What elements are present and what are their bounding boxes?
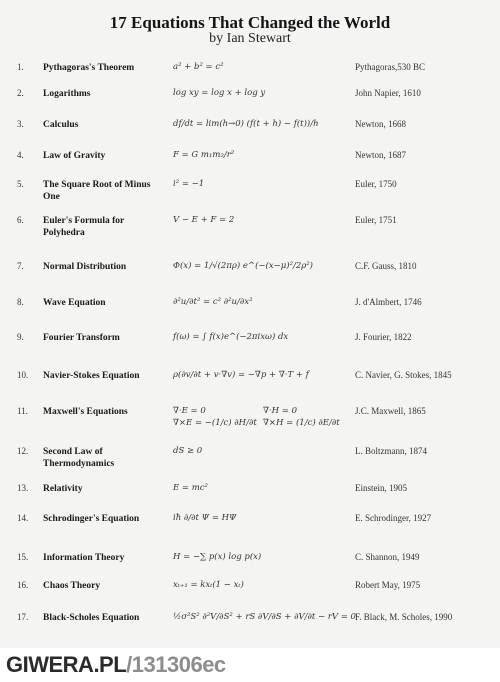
equation-attribution: Euler, 1750 bbox=[355, 179, 397, 189]
equation-formula: f(ω) = ∫ f(x)e^(−2πixω) dx bbox=[173, 332, 289, 342]
equation-name: Information Theory bbox=[43, 553, 125, 563]
equation-name: Fourier Transform bbox=[43, 333, 120, 343]
row-number: 2. bbox=[17, 88, 24, 98]
equation-formula: F = G m₁m₂/r² bbox=[173, 150, 235, 160]
equation-formula: log xy = log x + log y bbox=[173, 88, 266, 98]
row-number: 15. bbox=[17, 552, 29, 562]
row-number: 6. bbox=[17, 215, 24, 225]
equation-name: Wave Equation bbox=[43, 298, 106, 308]
equation-attribution: C. Shannon, 1949 bbox=[355, 552, 420, 562]
equation-formula: ∇·E = 0 bbox=[173, 406, 206, 416]
equation-formula: iħ ∂/∂t Ψ = HΨ bbox=[173, 513, 237, 523]
equation-attribution: Euler, 1751 bbox=[355, 215, 397, 225]
equation-formula: H = −∑ p(x) log p(x) bbox=[173, 552, 262, 562]
equation-name: Black-Scholes Equation bbox=[43, 613, 140, 623]
equation-name: Calculus bbox=[43, 120, 79, 130]
watermark-id: /131306ec bbox=[126, 652, 226, 677]
equation-formula: ρ(∂v/∂t + v·∇v) = −∇p + ∇·T + f bbox=[173, 370, 309, 380]
page-subtitle: by Ian Stewart bbox=[209, 31, 291, 46]
equation-name: Logarithms bbox=[43, 89, 91, 99]
equation-name: The Square Root of Minus One bbox=[43, 180, 151, 202]
equation-attribution: C.F. Gauss, 1810 bbox=[355, 261, 417, 271]
row-number: 4. bbox=[17, 150, 24, 160]
equation-name: Normal Distribution bbox=[43, 262, 127, 272]
equation-formula: i² = −1 bbox=[173, 179, 205, 189]
equation-formula: xₜ₊₁ = kxₜ(1 − xₜ) bbox=[173, 580, 244, 590]
equation-formula: a² + b² = c² bbox=[173, 62, 224, 72]
equation-name: Chaos Theory bbox=[43, 581, 101, 591]
equation-attribution: J.C. Maxwell, 1865 bbox=[355, 406, 426, 416]
row-number: 17. bbox=[17, 612, 29, 622]
equation-name: Pythagoras's Theorem bbox=[43, 63, 135, 73]
equation-attribution: E. Schrodinger, 1927 bbox=[355, 513, 432, 523]
equation-attribution: John Napier, 1610 bbox=[355, 88, 421, 98]
equation-attribution: J. Fourier, 1822 bbox=[355, 332, 412, 342]
equation-name: Law of Gravity bbox=[43, 151, 106, 161]
equation-formula: ½σ²S² ∂²V/∂S² + rS ∂V/∂S + ∂V/∂t − rV = 0 bbox=[173, 612, 356, 622]
equation-attribution: F. Black, M. Scholes, 1990 bbox=[355, 612, 453, 622]
equation-attribution: J. d'Almbert, 1746 bbox=[355, 297, 422, 307]
row-number: 7. bbox=[17, 261, 24, 271]
row-number: 5. bbox=[17, 179, 24, 189]
row-number: 3. bbox=[17, 119, 24, 129]
equation-formula: ∇×E = −(1/c) ∂H/∂t bbox=[173, 418, 257, 428]
equation-attribution: Einstein, 1905 bbox=[355, 483, 407, 493]
row-number: 8. bbox=[17, 297, 24, 307]
equation-formula: Φ(x) = 1/√(2πρ) e^(−(x−μ)²/2ρ²) bbox=[173, 261, 313, 271]
row-number: 9. bbox=[17, 332, 24, 342]
equation-formula: ∂²u/∂t² = c² ∂²u/∂x² bbox=[173, 297, 253, 307]
equation-formula: E = mc² bbox=[173, 483, 208, 493]
equation-attribution: Pythagoras,530 BC bbox=[355, 62, 426, 72]
equation-formula: V − E + F = 2 bbox=[173, 215, 235, 225]
equation-attribution: C. Navier, G. Stokes, 1845 bbox=[355, 370, 452, 380]
equation-name: Schrodinger's Equation bbox=[43, 514, 140, 524]
page-title: 17 Equations That Changed the World bbox=[109, 13, 391, 32]
equation-formula: ∇·H = 0 bbox=[263, 406, 297, 416]
equation-formula: dS ≥ 0 bbox=[173, 446, 203, 456]
equation-attribution: Robert May, 1975 bbox=[355, 580, 421, 590]
equation-attribution: Newton, 1687 bbox=[355, 150, 406, 160]
equation-formula: ∇×H = (1/c) ∂E/∂t bbox=[263, 418, 340, 428]
row-number: 11. bbox=[17, 406, 28, 416]
equation-attribution: Newton, 1668 bbox=[355, 119, 406, 129]
row-number: 10. bbox=[17, 370, 29, 380]
row-number: 1. bbox=[17, 62, 24, 72]
equation-formula: df/dt = lim(h→0) (f(t + h) − f(t))/h bbox=[173, 119, 319, 129]
equation-attribution: L. Boltzmann, 1874 bbox=[355, 446, 427, 456]
row-number: 12. bbox=[17, 446, 29, 456]
equation-name: Euler's Formula for Polyhedra bbox=[43, 216, 125, 238]
row-number: 14. bbox=[17, 513, 29, 523]
equation-name: Maxwell's Equations bbox=[43, 407, 128, 417]
equation-name: Second Law of Thermodynamics bbox=[43, 447, 115, 469]
equation-name: Navier-Stokes Equation bbox=[43, 371, 140, 381]
site-watermark bbox=[6, 652, 226, 678]
watermark-site: GIWERA.PL bbox=[6, 652, 127, 677]
row-number: 16. bbox=[17, 580, 29, 590]
row-number: 13. bbox=[17, 483, 29, 493]
equation-name: Relativity bbox=[43, 484, 83, 494]
